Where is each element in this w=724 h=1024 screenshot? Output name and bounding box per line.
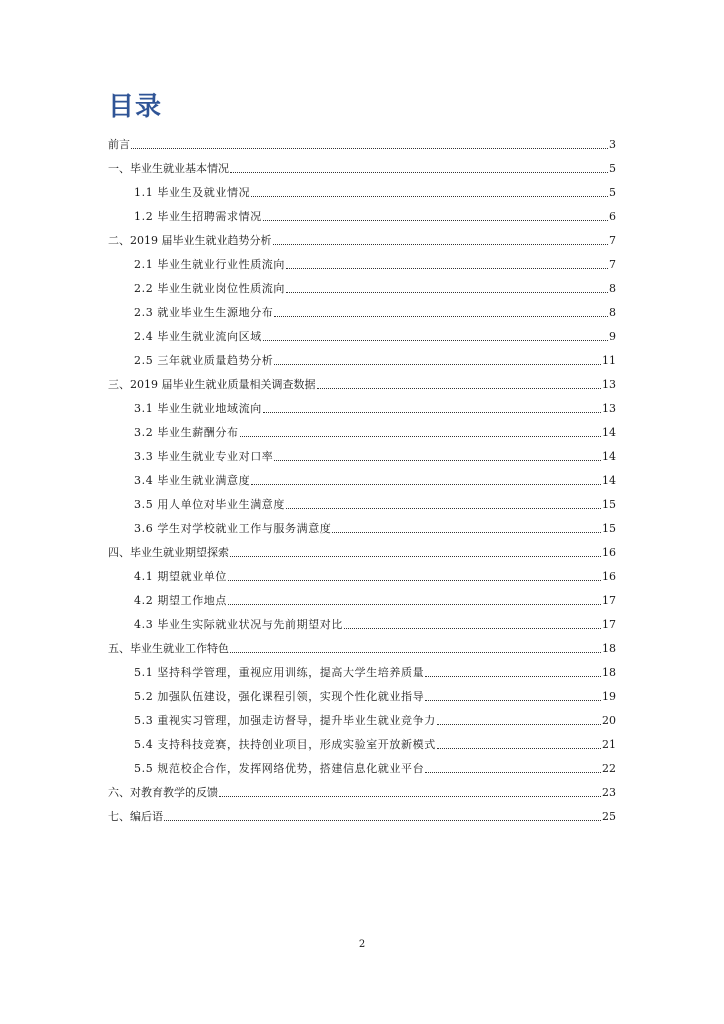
toc-entry-page: 14 [602, 426, 616, 439]
toc-entry-section[interactable] [108, 488, 616, 512]
toc-entry-label: 5.2 加强队伍建设，强化课程引领，实现个性化就业指导 [134, 690, 425, 703]
dot-leader [164, 820, 601, 821]
dot-leader [286, 508, 601, 509]
dot-leader [219, 796, 601, 797]
toc-entry-label: 2.5 三年就业质量趋势分析 [134, 354, 274, 367]
dot-leader [273, 244, 609, 245]
page-number: 2 [358, 939, 366, 950]
dot-leader [425, 676, 601, 677]
toc-entry-label: 2.2 毕业生就业岗位性质流向 [134, 282, 285, 295]
dot-leader [274, 460, 601, 461]
dot-leader [131, 148, 608, 149]
toc-entry-section[interactable] [108, 560, 616, 584]
dot-leader [317, 388, 602, 389]
toc-entry-chapter[interactable] [108, 776, 616, 800]
toc-entry-page: 17 [602, 594, 616, 607]
toc-entry-label: 5.5 规范校企合作，发挥网络优势，搭建信息化就业平台 [134, 762, 425, 775]
toc-entry-page: 9 [609, 330, 616, 343]
toc-entry-section[interactable] [108, 608, 616, 632]
toc-entry-label: 4.2 期望工作地点 [134, 594, 227, 607]
table-of-contents [108, 128, 616, 824]
toc-entry-chapter[interactable] [108, 632, 616, 656]
dot-leader [251, 196, 608, 197]
toc-entry-section[interactable] [108, 344, 616, 368]
toc-entry-label: 5.4 支持科技竞赛，扶持创业项目，形成实验室开放新模式 [134, 738, 436, 751]
toc-entry-section[interactable] [108, 512, 616, 536]
toc-entry-page: 15 [602, 522, 616, 535]
toc-entry-label: 1.2 毕业生招聘需求情况 [134, 210, 262, 223]
dot-leader [274, 316, 608, 317]
toc-entry-chapter[interactable] [108, 536, 616, 560]
dot-leader [228, 580, 601, 581]
toc-entry-label: 前言 [108, 138, 130, 151]
toc-entry-page: 15 [602, 498, 616, 511]
toc-entry-label: 2.1 毕业生就业行业性质流向 [134, 258, 285, 271]
toc-entry-section[interactable] [108, 416, 616, 440]
toc-entry-chapter[interactable] [108, 128, 616, 152]
toc-entry-label: 五、毕业生就业工作特色 [108, 642, 229, 655]
toc-entry-section[interactable] [108, 656, 616, 680]
dot-leader [263, 340, 608, 341]
toc-entry-page: 8 [609, 306, 616, 319]
toc-entry-section[interactable] [108, 752, 616, 776]
toc-entry-label: 2.4 毕业生就业流向区域 [134, 330, 262, 343]
toc-entry-label: 三、2019 届毕业生就业质量相关调查数据 [108, 378, 316, 391]
toc-entry-page: 6 [609, 210, 616, 223]
toc-entry-page: 22 [602, 762, 616, 775]
toc-entry-page: 3 [609, 138, 616, 151]
dot-leader [437, 748, 601, 749]
toc-entry-page: 5 [609, 162, 616, 175]
toc-entry-page: 13 [602, 402, 616, 415]
dot-leader [437, 724, 601, 725]
toc-entry-label: 3.2 毕业生薪酬分布 [134, 426, 239, 439]
toc-entry-page: 7 [609, 258, 616, 271]
toc-entry-page: 25 [602, 810, 616, 823]
toc-entry-label: 1.1 毕业生及就业情况 [134, 186, 251, 199]
dot-leader [230, 556, 601, 557]
dot-leader [274, 364, 601, 365]
toc-entry-section[interactable] [108, 200, 616, 224]
toc-entry-chapter[interactable] [108, 368, 616, 392]
toc-entry-section[interactable] [108, 392, 616, 416]
toc-entry-page: 18 [602, 666, 616, 679]
toc-entry-section[interactable] [108, 296, 616, 320]
toc-entry-page: 21 [602, 738, 616, 751]
toc-entry-page: 14 [602, 474, 616, 487]
dot-leader [425, 772, 601, 773]
toc-entry-section[interactable] [108, 320, 616, 344]
toc-entry-page: 19 [602, 690, 616, 703]
toc-entry-chapter[interactable] [108, 800, 616, 824]
dot-leader [286, 292, 608, 293]
toc-entry-page: 11 [602, 354, 616, 367]
toc-entry-section[interactable] [108, 440, 616, 464]
toc-entry-section[interactable] [108, 464, 616, 488]
toc-entry-section[interactable] [108, 584, 616, 608]
toc-entry-label: 4.3 毕业生实际就业状况与先前期望对比 [134, 618, 343, 631]
dot-leader [263, 220, 608, 221]
toc-entry-section[interactable] [108, 272, 616, 296]
toc-entry-page: 16 [602, 546, 616, 559]
toc-entry-label: 5.1 坚持科学管理，重视应用训练，提高大学生培养质量 [134, 666, 425, 679]
dot-leader [230, 652, 601, 653]
toc-entry-page: 5 [609, 186, 616, 199]
toc-entry-label: 3.6 学生对学校就业工作与服务满意度 [134, 522, 332, 535]
toc-entry-page: 8 [609, 282, 616, 295]
toc-entry-label: 3.5 用人单位对毕业生满意度 [134, 498, 285, 511]
toc-entry-page: 16 [602, 570, 616, 583]
toc-entry-chapter[interactable] [108, 224, 616, 248]
toc-entry-label: 一、毕业生就业基本情况 [108, 162, 229, 175]
toc-entry-page: 17 [602, 618, 616, 631]
toc-entry-label: 2.3 就业毕业生生源地分布 [134, 306, 274, 319]
toc-entry-label: 5.3 重视实习管理，加强走访督导，提升毕业生就业竞争力 [134, 714, 436, 727]
dot-leader [251, 484, 601, 485]
toc-entry-label: 3.3 毕业生就业专业对口率 [134, 450, 274, 463]
toc-entry-label: 3.4 毕业生就业满意度 [134, 474, 251, 487]
toc-entry-page: 14 [602, 450, 616, 463]
toc-entry-section[interactable] [108, 728, 616, 752]
dot-leader [425, 700, 601, 701]
toc-entry-label: 二、2019 届毕业生就业趋势分析 [108, 234, 272, 247]
toc-entry-section[interactable] [108, 704, 616, 728]
toc-entry-page: 23 [602, 786, 616, 799]
toc-entry-section[interactable] [108, 176, 616, 200]
toc-entry-section[interactable] [108, 248, 616, 272]
dot-leader [240, 436, 601, 437]
toc-entry-label: 六、对教育教学的反馈 [108, 786, 218, 799]
dot-leader [344, 628, 601, 629]
dot-leader [230, 172, 608, 173]
toc-entry-page: 7 [609, 234, 616, 247]
toc-entry-label: 七、编后语 [108, 810, 163, 823]
toc-entry-page: 18 [602, 642, 616, 655]
toc-entry-chapter[interactable] [108, 152, 616, 176]
toc-entry-label: 4.1 期望就业单位 [134, 570, 227, 583]
toc-entry-label: 四、毕业生就业期望探索 [108, 546, 229, 559]
toc-entry-page: 20 [602, 714, 616, 727]
toc-entry-page: 13 [602, 378, 616, 391]
dot-leader [332, 532, 601, 533]
toc-entry-section[interactable] [108, 680, 616, 704]
dot-leader [286, 268, 608, 269]
toc-title: 目录 [108, 92, 163, 122]
dot-leader [228, 604, 601, 605]
toc-entry-label: 3.1 毕业生就业地域流向 [134, 402, 262, 415]
dot-leader [263, 412, 601, 413]
